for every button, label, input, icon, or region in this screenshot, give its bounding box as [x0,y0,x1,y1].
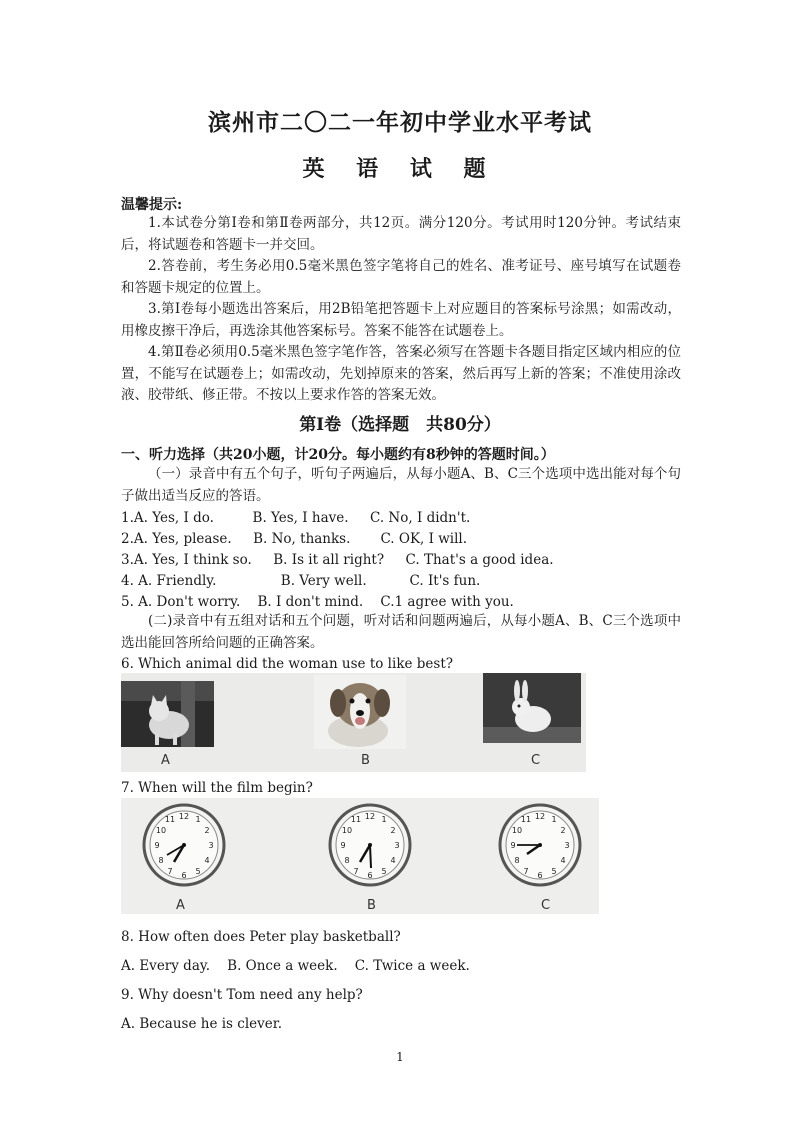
page-number: 1 [396,1050,404,1064]
svg-text:3: 3 [564,841,570,850]
svg-text:10: 10 [511,826,523,835]
clock-pictures [121,798,599,914]
subject-title: 英 语 试 题 [302,156,498,182]
question-item: 2.A. Yes, please. B. No, thanks. C. OK, I will. [121,531,468,547]
tip-item: 2.答卷前，考生务必用0.5毫米黑色签字笔将自己的姓名、准考证号、座号填写在试题卷和答题卡规定的位置上。 [121,258,681,296]
puppy-image [314,675,406,749]
kitten-image [121,681,214,747]
svg-text:6: 6 [367,871,373,880]
svg-text:6: 6 [181,871,187,880]
svg-text:7: 7 [167,867,173,876]
option-label: A [176,898,185,913]
question-6: 6. Which animal did the woman use to like best? [121,656,454,672]
svg-text:9: 9 [154,841,160,850]
svg-text:1: 1 [551,815,557,824]
svg-text:1: 1 [381,815,387,824]
question-8-options: A. Every day. B. Once a week. C. Twice a week. [121,958,470,974]
svg-text:8: 8 [514,856,520,865]
svg-text:3: 3 [208,841,214,850]
svg-text:4: 4 [560,856,566,865]
question-item: 1.A. Yes, I do. B. Yes, I have. C. No, I didn't. [121,510,471,526]
question-9-options: A. Because he is clever. [121,1016,283,1032]
option-label: C [531,753,541,768]
svg-text:2: 2 [560,826,566,835]
sub-instruction: (二)录音中有五组对话和五个问题，听对话和问题两遍后，从每小题A、B、C三个选项中选出能回答所给问题的正确答案。 [121,613,681,651]
svg-text:5: 5 [551,867,557,876]
svg-text:8: 8 [344,856,350,865]
tip-item: 1.本试卷分第Ⅰ卷和第Ⅱ卷两部分，共12页。满分120分。考试用时120分钟。考试结束后，将试题卷和答题卡一并交回。 [121,215,681,253]
question-9: 9. Why doesn't Tom need any help? [121,987,363,1003]
option-label: B [361,753,370,768]
svg-text:4: 4 [204,856,210,865]
option-label: B [367,898,376,913]
question-item: 3.A. Yes, I think so. B. Is it all right? C. That's a good idea. [121,552,554,568]
svg-text:4: 4 [390,856,396,865]
svg-text:12: 12 [364,812,376,821]
question-item: 5. A. Don't worry. B. I don't mind. C.1 agree with you. [121,594,514,610]
tips-heading: 温馨提示: [121,197,183,213]
part-title: 一、听力选择（共20小题，计20分。每小题约有8秒钟的答题时间。） [121,447,555,463]
svg-text:7: 7 [353,867,359,876]
svg-text:11: 11 [350,815,362,824]
svg-text:1: 1 [195,815,201,824]
question-7: 7. When will the film begin? [121,780,313,796]
svg-text:9: 9 [340,841,346,850]
question-item: 4. A. Friendly. B. Very well. C. It's fun. [121,573,481,589]
svg-text:5: 5 [195,867,201,876]
sub-instruction: （一）录音中有五个句子，听句子两遍后，从每小题A、B、C三个选项中选出能对每个句子做出适当反应的答语。 [121,466,681,504]
svg-text:12: 12 [534,812,546,821]
section-title: 第Ⅰ卷（选择题 共80分） [299,415,501,435]
animal-pictures [121,673,586,772]
clock-icon [141,802,227,888]
svg-text:10: 10 [155,826,167,835]
exam-title: 滨州市二〇二一年初中学业水平考试 [208,109,592,136]
rabbit-image [483,673,581,743]
svg-text:10: 10 [341,826,353,835]
svg-text:9: 9 [510,841,516,850]
clock-icon [497,802,583,888]
svg-text:8: 8 [158,856,164,865]
svg-text:11: 11 [520,815,532,824]
clock-icon [327,802,413,888]
svg-text:5: 5 [381,867,387,876]
svg-text:2: 2 [204,826,210,835]
tip-item: 4.第Ⅱ卷必须用0.5毫米黑色签字笔作答，答案必须写在答题卡各题目指定区域内相应的位置，不能写在试题卷上；如需改动，先划掉原来的答案，然后再写上新的答案；不准使用涂改液、胶带纸、修正带。不按以上要求作答的答案无效。 [121,344,681,403]
svg-text:11: 11 [164,815,176,824]
question-8: 8. How often does Peter play basketball? [121,929,401,945]
svg-text:3: 3 [394,841,400,850]
option-label: C [541,898,551,913]
svg-text:12: 12 [178,812,190,821]
svg-text:6: 6 [537,871,543,880]
option-label: A [161,753,170,768]
tip-item: 3.第Ⅰ卷每小题选出答案后，用2B铅笔把答题卡上对应题目的答案标号涂黑；如需改动，用橡皮擦干净后，再选涂其他答案标号。答案不能答在试题卷上。 [121,301,681,339]
svg-text:7: 7 [523,867,529,876]
svg-text:2: 2 [390,826,396,835]
